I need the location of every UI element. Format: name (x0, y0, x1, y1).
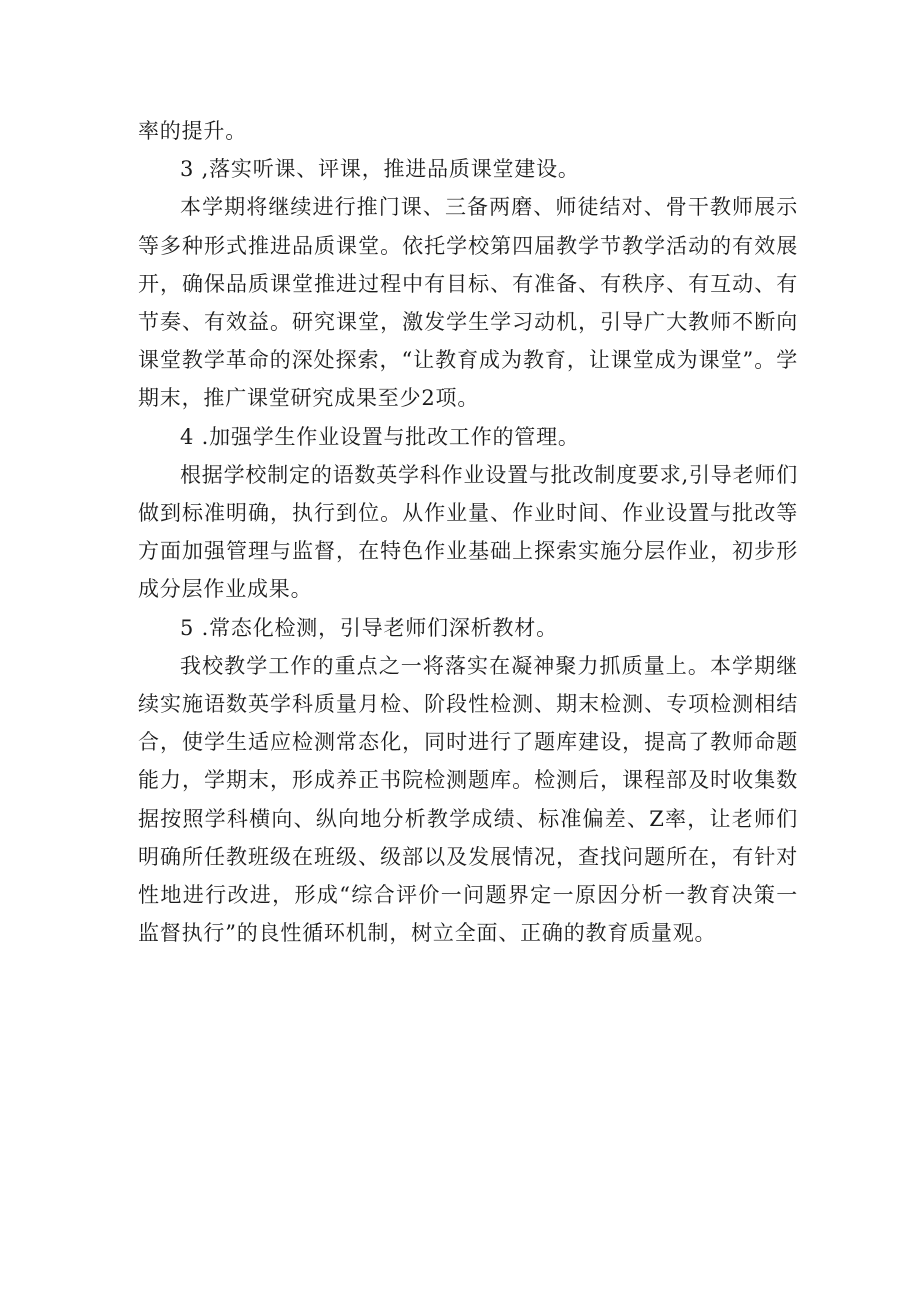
section-heading-5: 5 .常态化检测，引导老师们深析教材。 (180, 615, 558, 640)
document-body (138, 112, 798, 952)
paragraph-regular-testing: 我校教学工作的重点之一将落实在凝神聚力抓质量上。本学期继续实施语数英学科质量月检、阶段性检测、期末检测、专项检测相结合，使学生适应检测常态化，同时进行了题库建设，提高了教师命题能力，学期末，形成养正书院检测题库。检测后，课程部及时收集数据按照学科横向、纵向地分析教学成绩、标准偏差、Z率，让老师们明确所任教班级在班级、级部以及发展情况，查找问题所在，有针对性地进行改进，形成“综合评价一问题界定一原因分析一教育决策一监督执行”的良性循环机制，树立全面、正确的教育质量观。 (138, 653, 798, 946)
section-heading-3: 3 ,落实听课、评课，推进品质课堂建设。 (180, 157, 580, 182)
paragraph-quality-classroom: 本学期将继续进行推门课、三备两磨、师徒结对、骨干教师展示等多种形式推进品质课堂。依托学校第四届教学节教学活动的有效展开，确保品质课堂推进过程中有目标、有准备、有秩序、有互动、有节奏、有效益。研究课堂，激发学生学习动机，引导广大教师不断向课堂教学革命的深处探索，“让教育成为教育，让课堂成为课堂”。学期末，推广课堂研究成果至少2项。 (138, 195, 798, 411)
paragraph-continuation: 率的提升。 (138, 119, 247, 143)
paragraph-homework-management: 根据学校制定的语数英学科作业设置与批改制度要求,引导老师们做到标准明确，执行到位。从作业量、作业时间、作业设置与批改等方面加强管理与监督，在特色作业基础上探索实施分层作业，初步形成分层作业成果。 (138, 462, 798, 602)
section-heading-4: 4 .加强学生作业设置与批改工作的管理。 (180, 424, 580, 449)
